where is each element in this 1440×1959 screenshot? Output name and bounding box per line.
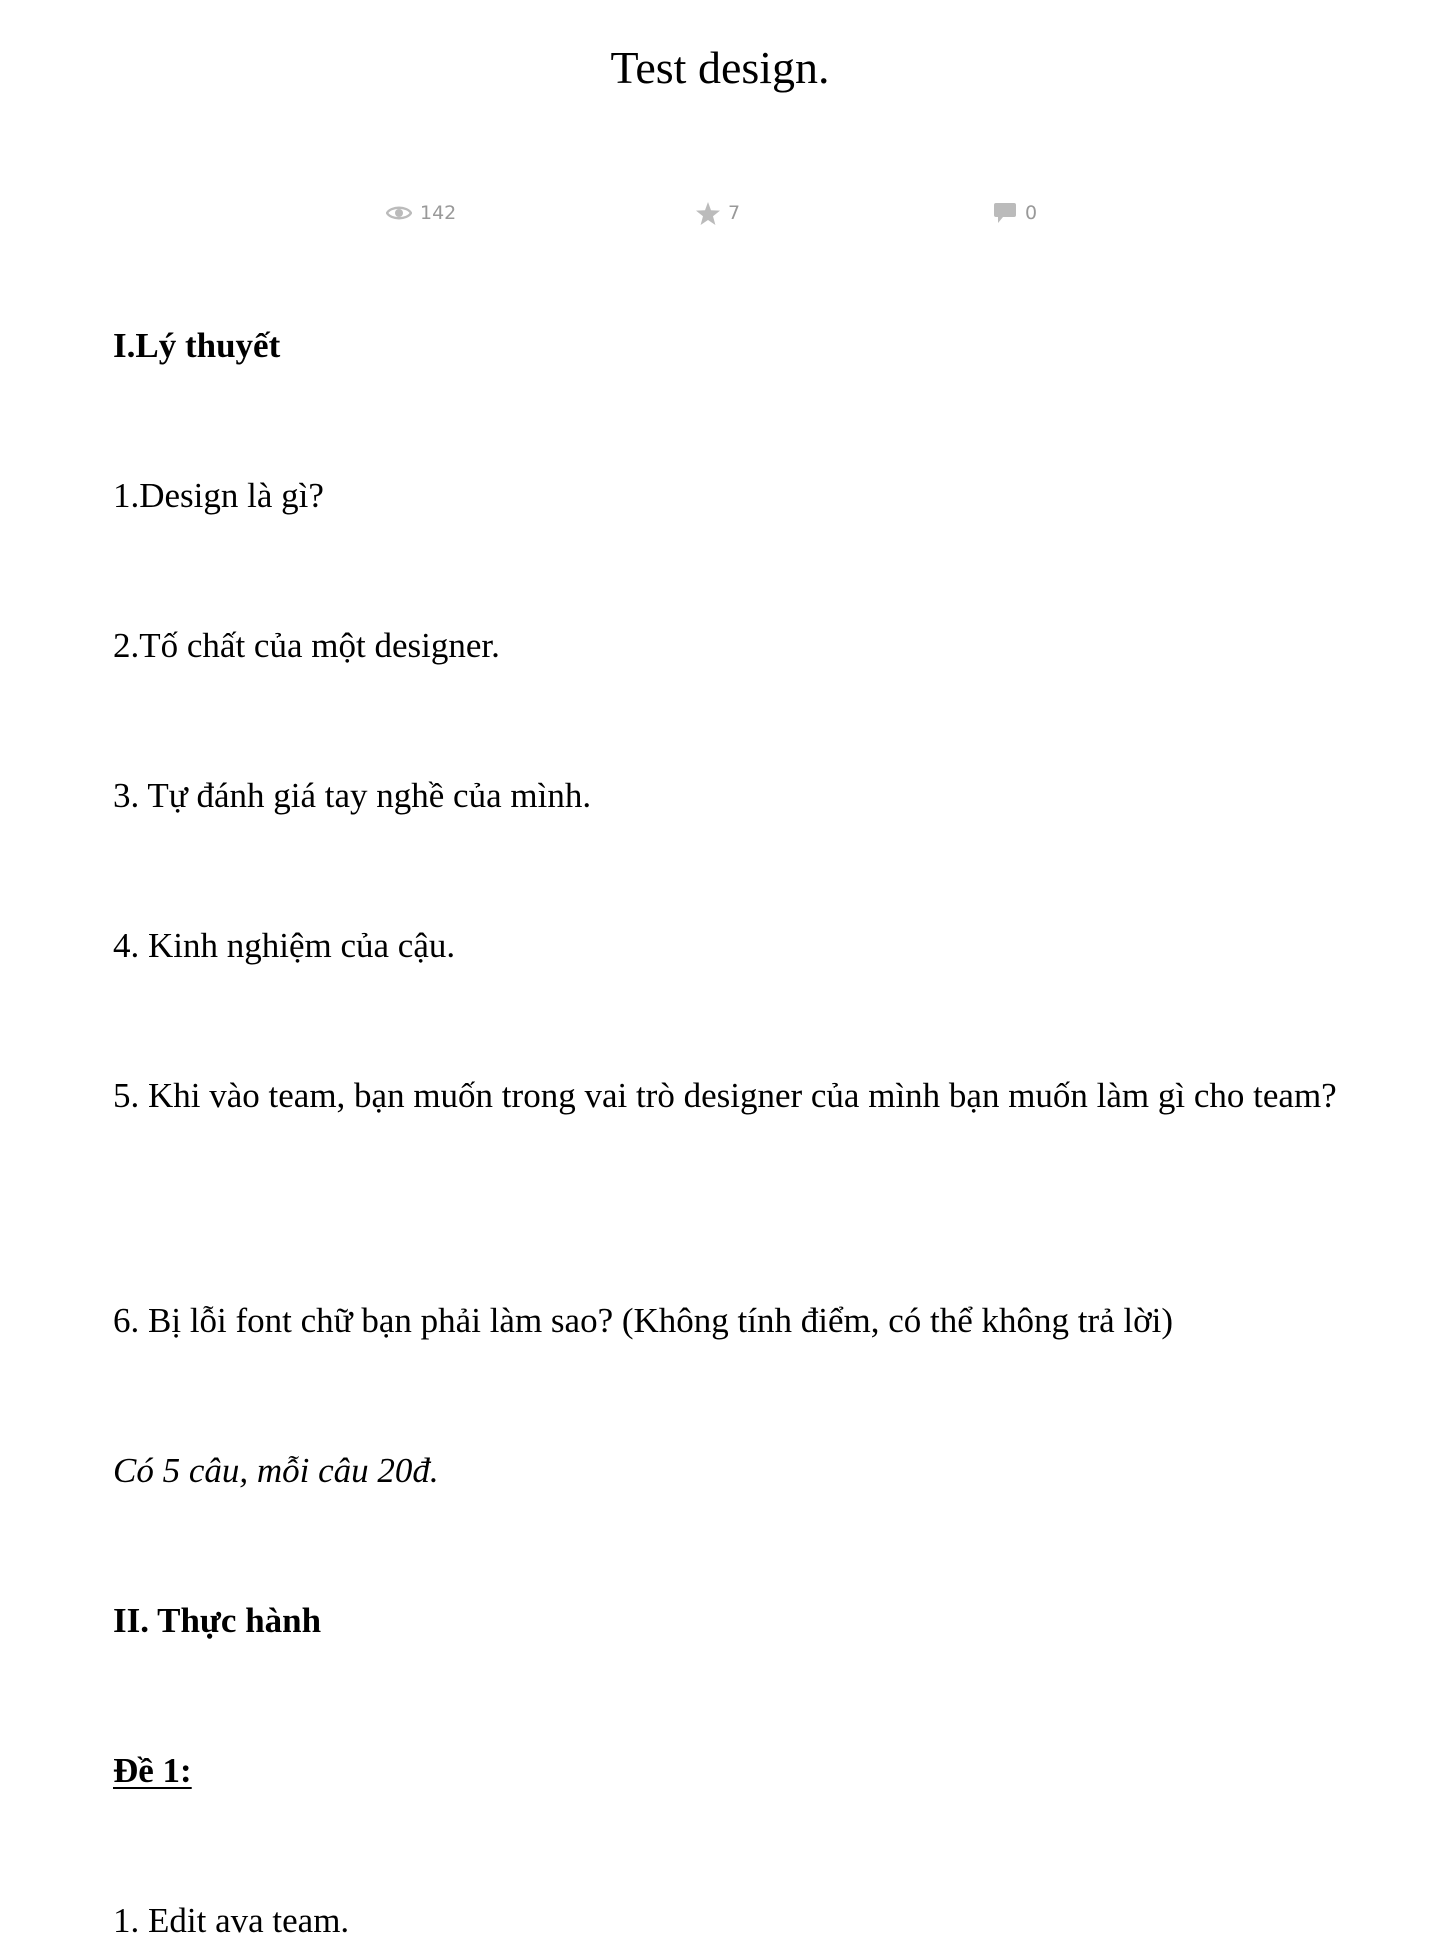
views-stat [386, 198, 456, 228]
question-5: 5. Khi vào team, bạn muốn trong vai trò designer của mình bạn muốn làm gì cho team? [113, 1076, 1337, 1115]
page-title: Test design. [610, 42, 830, 93]
comment-icon [993, 202, 1025, 224]
exercise-1-heading-wrapper [113, 1733, 1343, 1809]
question-2: 2.Tố chất của một designer. [113, 626, 500, 665]
practice-heading: II. Thực hành [113, 1601, 322, 1640]
stars-stat[interactable] [696, 198, 740, 228]
comments-count: 0 [1025, 202, 1038, 224]
star-icon [696, 202, 728, 225]
views-count: 142 [420, 202, 457, 224]
question-4: 4. Kinh nghiệm của cậu. [113, 926, 456, 965]
exercise-1-item-1: 1. Edit ava team. [113, 1901, 350, 1940]
eye-icon [386, 204, 420, 222]
stars-count: 7 [728, 202, 741, 224]
exercise-1-heading: Đề 1: [113, 1751, 192, 1790]
question-3: 3. Tự đánh giá tay nghề của mình. [113, 776, 592, 815]
stats-bar [0, 198, 1440, 228]
comments-stat[interactable] [993, 198, 1037, 228]
theory-heading: I.Lý thuyết [113, 326, 281, 365]
question-1: 1.Design là gì? [113, 476, 324, 515]
scoring-note: Có 5 câu, mỗi câu 20đ. [113, 1451, 439, 1490]
question-6: 6. Bị lỗi font chữ bạn phải làm sao? (Không tính điểm, có thể không trả lời) [113, 1301, 1174, 1340]
